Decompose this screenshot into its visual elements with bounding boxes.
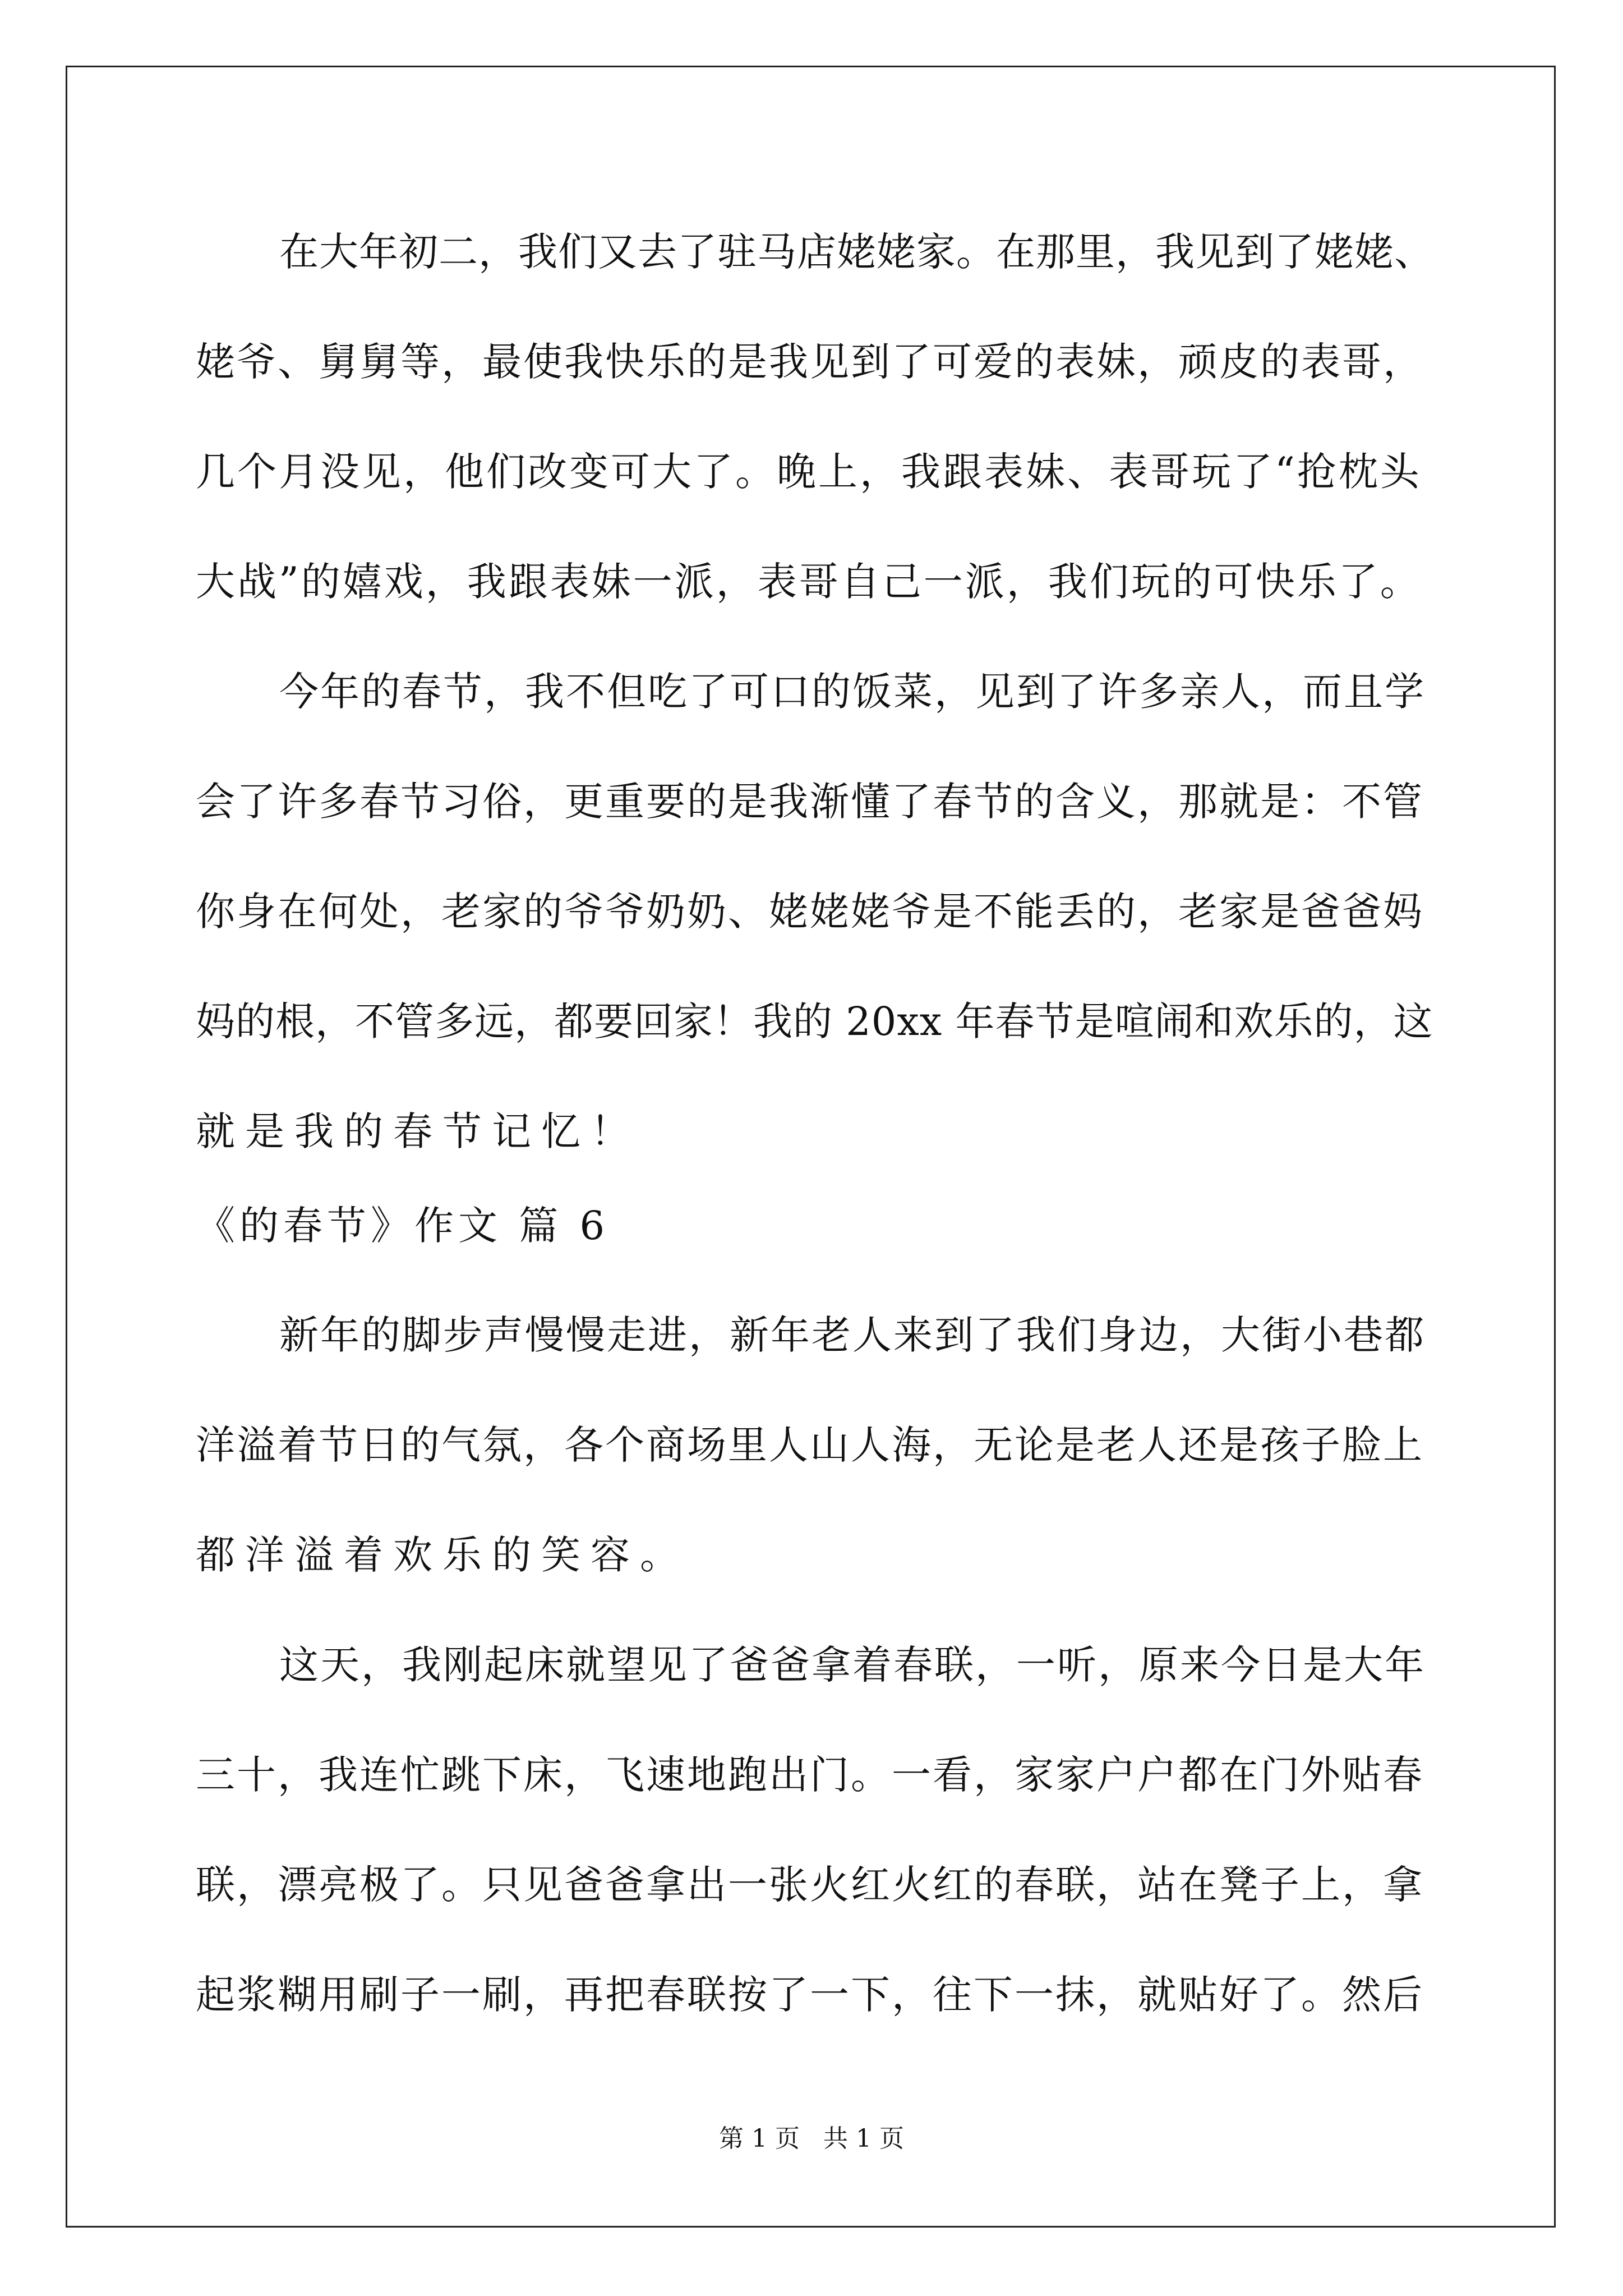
paragraph-2-line-1: 今年的春节，我不但吃了可口的饭菜，见到了许多亲人，而且学 [279,669,1426,715]
paragraph-4-line-2: 三十，我连忙跳下床，飞速地跑出门。一看，家家户户都在门外贴春 [196,1752,1424,1798]
paragraph-2-line-5: 就是我的春节记忆！ [196,1108,640,1154]
paragraph-3-line-1: 新年的脚步声慢慢走进，新年老人来到了我们身边，大街小巷都 [279,1312,1426,1358]
paragraph-3-line-3: 都洋溢着欢乐的笑容。 [196,1532,689,1578]
paragraph-3-line-2: 洋溢着节日的气氛，各个商场里人山人海，无论是老人还是孩子脸上 [196,1422,1424,1468]
paragraph-1-line-2: 姥爷、舅舅等，最使我快乐的是我见到了可爱的表妹，顽皮的表哥， [196,339,1424,385]
paragraph-1-line-1: 在大年初二，我们又去了驻马店姥姥家。在那里，我见到了姥姥、 [279,229,1434,275]
paragraph-4-line-3: 联，漂亮极了。只见爸爸拿出一张火红火红的春联，站在凳子上，拿 [196,1862,1424,1908]
paragraph-2-line-3: 你身在何处，老家的爷爷奶奶、姥姥姥爷是不能丢的，老家是爸爸妈 [196,889,1424,935]
paragraph-1-line-4: 大战”的嬉戏，我跟表妹一派，表哥自己一派，我们玩的可快乐了。 [196,559,1422,605]
paragraph-4-line-1: 这天，我刚起床就望见了爸爸拿着春联，一听，原来今日是大年 [279,1642,1426,1688]
paragraph-4-line-4: 起浆糊用刷子一刷，再把春联按了一下，往下一抹，就贴好了。然后 [196,1972,1424,2018]
page-footer: 第 1 页 共 1 页 [719,2124,904,2153]
section-heading: 《的春节》作文 篇 6 [196,1203,610,1249]
paragraph-2-line-4: 妈的根，不管多远，都要回家！我的 20xx 年春节是喧闹和欢乐的，这 [196,999,1433,1045]
paragraph-1-line-3: 几个月没见，他们改变可大了。晚上，我跟表妹、表哥玩了“抢枕头 [196,449,1422,495]
paragraph-2-line-2: 会了许多春节习俗，更重要的是我渐懂了春节的含义，那就是：不管 [196,779,1424,825]
